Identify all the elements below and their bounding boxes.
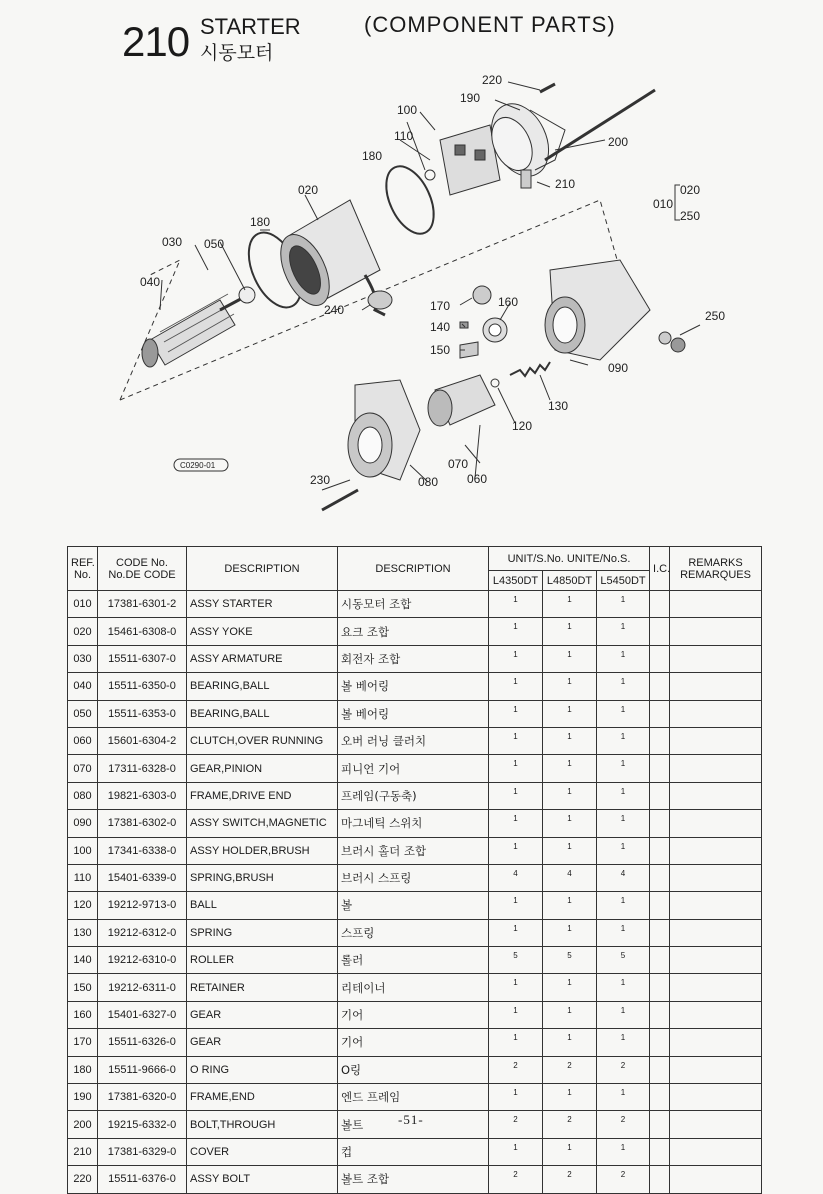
part-description: SPRING <box>187 919 338 946</box>
part-description-ko: 볼트 <box>338 1111 489 1138</box>
table-row <box>68 1138 762 1165</box>
part-description-ko: 회전자 조합 <box>338 645 489 672</box>
table-row <box>68 645 762 672</box>
title-korean: 시동모터 <box>200 42 274 64</box>
callout-010: 010 <box>653 197 674 211</box>
qty-l4850dt: 1 <box>543 1138 597 1165</box>
part-description: FRAME,END <box>187 1084 338 1111</box>
callout-250: 250 <box>705 309 726 323</box>
part-code: 17381-6302-0 <box>98 810 187 837</box>
table-row <box>68 974 762 1001</box>
remarks-cell <box>670 974 762 1001</box>
table-row <box>68 864 762 891</box>
parts-table <box>67 546 762 1194</box>
callout-120: 120 <box>512 419 533 433</box>
qty-l4850dt: 1 <box>543 700 597 727</box>
part-description: ASSY STARTER <box>187 591 338 618</box>
qty-l5450dt: 2 <box>597 1111 650 1138</box>
qty-l5450dt: 2 <box>597 1166 650 1193</box>
part-description-ko: 엔드 프레임 <box>338 1084 489 1111</box>
qty-l4850dt: 1 <box>543 919 597 946</box>
header-description-en: DESCRIPTION <box>187 547 338 591</box>
part-description-ko: 프레임(구동축) <box>338 782 489 809</box>
part-ref: 090 <box>68 810 98 837</box>
qty-l4850dt: 2 <box>543 1166 597 1193</box>
table-row <box>68 1166 762 1193</box>
qty-l5450dt: 1 <box>597 1001 650 1028</box>
part-code: 15401-6339-0 <box>98 864 187 891</box>
qty-l5450dt: 1 <box>597 591 650 618</box>
callout-170: 170 <box>430 299 451 313</box>
armature-drawing <box>142 294 250 367</box>
part-code: 15511-6350-0 <box>98 673 187 700</box>
table-row <box>68 1001 762 1028</box>
part-code: 19212-6312-0 <box>98 919 187 946</box>
qty-l4350dt: 1 <box>489 755 543 782</box>
qty-l5450dt: 1 <box>597 810 650 837</box>
qty-l4350dt: 4 <box>489 864 543 891</box>
part-code: 19821-6303-0 <box>98 782 187 809</box>
ic-cell <box>650 947 670 974</box>
header-model-l5450dt: L5450DT <box>597 571 650 591</box>
ic-cell <box>650 919 670 946</box>
remarks-cell <box>670 727 762 754</box>
figure-stamp <box>174 459 228 471</box>
qty-l4850dt: 1 <box>543 974 597 1001</box>
part-ref: 120 <box>68 892 98 919</box>
qty-l4850dt: 1 <box>543 1084 597 1111</box>
header-unit: UNIT/S.No. UNITE/No.S. <box>489 547 650 571</box>
part-ref: 180 <box>68 1056 98 1083</box>
qty-l4350dt: 1 <box>489 645 543 672</box>
callout-160: 160 <box>498 295 519 309</box>
remarks-cell <box>670 700 762 727</box>
qty-l5450dt: 5 <box>597 947 650 974</box>
qty-l4850dt: 1 <box>543 755 597 782</box>
table-row <box>68 700 762 727</box>
remarks-cell <box>670 755 762 782</box>
header-code: CODE No. No.DE CODE <box>98 547 187 591</box>
callout-140: 140 <box>430 320 451 334</box>
remarks-cell <box>670 1084 762 1111</box>
table-row <box>68 755 762 782</box>
part-description: GEAR,PINION <box>187 755 338 782</box>
part-ref: 040 <box>68 673 98 700</box>
part-code: 15601-6304-2 <box>98 727 187 754</box>
qty-l4850dt: 5 <box>543 947 597 974</box>
part-description: BEARING,BALL <box>187 673 338 700</box>
ic-cell <box>650 1084 670 1111</box>
part-code: 15511-6353-0 <box>98 700 187 727</box>
part-description-ko: 스프링 <box>338 919 489 946</box>
part-description-ko: 요크 조합 <box>338 618 489 645</box>
part-ref: 160 <box>68 1001 98 1028</box>
ic-cell <box>650 1111 670 1138</box>
ic-cell <box>650 810 670 837</box>
part-description: FRAME,DRIVE END <box>187 782 338 809</box>
qty-l5450dt: 2 <box>597 1056 650 1083</box>
qty-l5450dt: 1 <box>597 892 650 919</box>
ic-cell <box>650 1138 670 1165</box>
callout-230: 230 <box>310 473 331 487</box>
remarks-cell <box>670 1111 762 1138</box>
part-description-ko: 기어 <box>338 1001 489 1028</box>
header-model-l4350dt: L4350DT <box>489 571 543 591</box>
part-description: ASSY BOLT <box>187 1166 338 1193</box>
callout-180-lower: 180 <box>250 215 271 229</box>
ic-cell <box>650 892 670 919</box>
qty-l5450dt: 1 <box>597 645 650 672</box>
callout-180-upper: 180 <box>362 149 383 163</box>
callout-020-range: 020 <box>680 183 701 197</box>
remarks-cell <box>670 837 762 864</box>
ic-cell <box>650 645 670 672</box>
part-code: 15511-6307-0 <box>98 645 187 672</box>
qty-l4350dt: 1 <box>489 591 543 618</box>
clutch-drawing <box>428 375 495 426</box>
page-number: -51- <box>398 1112 424 1127</box>
qty-l4850dt: 4 <box>543 864 597 891</box>
part-ref: 110 <box>68 864 98 891</box>
part-description: GEAR <box>187 1029 338 1056</box>
brush-holder-drawing <box>425 125 500 195</box>
callout-210: 210 <box>555 177 576 191</box>
qty-l4850dt: 2 <box>543 1056 597 1083</box>
part-code: 15511-6326-0 <box>98 1029 187 1056</box>
qty-l4350dt: 1 <box>489 892 543 919</box>
qty-l4350dt: 1 <box>489 810 543 837</box>
header-description-ko: DESCRIPTION <box>338 547 489 591</box>
part-code: 17381-6329-0 <box>98 1138 187 1165</box>
callout-060: 060 <box>467 472 488 486</box>
qty-l4350dt: 1 <box>489 700 543 727</box>
qty-l4850dt: 1 <box>543 782 597 809</box>
remarks-cell <box>670 673 762 700</box>
table-row <box>68 591 762 618</box>
part-ref: 060 <box>68 727 98 754</box>
qty-l4350dt: 1 <box>489 919 543 946</box>
part-ref: 030 <box>68 645 98 672</box>
part-ref: 080 <box>68 782 98 809</box>
qty-l4350dt: 1 <box>489 974 543 1001</box>
ic-cell <box>650 1166 670 1193</box>
callout-130: 130 <box>548 399 569 413</box>
qty-l4850dt: 1 <box>543 810 597 837</box>
part-code: 19212-9713-0 <box>98 892 187 919</box>
part-code: 17381-6301-2 <box>98 591 187 618</box>
part-description-ko: 기어 <box>338 1029 489 1056</box>
qty-l5450dt: 1 <box>597 673 650 700</box>
qty-l4350dt: 1 <box>489 673 543 700</box>
part-description-ko: 오버 러닝 클러치 <box>338 727 489 754</box>
qty-l4350dt: 5 <box>489 947 543 974</box>
part-code: 19215-6332-0 <box>98 1111 187 1138</box>
svg-text:C0290-01: C0290-01 <box>180 461 216 470</box>
ic-cell <box>650 618 670 645</box>
table-row <box>68 782 762 809</box>
callout-090: 090 <box>608 361 629 375</box>
part-description-ko: 컵 <box>338 1138 489 1165</box>
part-description: BOLT,THROUGH <box>187 1111 338 1138</box>
part-description: CLUTCH,OVER RUNNING <box>187 727 338 754</box>
part-ref: 010 <box>68 591 98 618</box>
remarks-cell <box>670 1138 762 1165</box>
table-row <box>68 1084 762 1111</box>
part-ref: 140 <box>68 947 98 974</box>
remarks-cell <box>670 892 762 919</box>
ic-cell <box>650 755 670 782</box>
part-description: ROLLER <box>187 947 338 974</box>
qty-l5450dt: 1 <box>597 974 650 1001</box>
table-row <box>68 919 762 946</box>
qty-l5450dt: 4 <box>597 864 650 891</box>
part-code: 17381-6320-0 <box>98 1084 187 1111</box>
part-description: COVER <box>187 1138 338 1165</box>
qty-l4350dt: 1 <box>489 1084 543 1111</box>
callout-030: 030 <box>162 235 183 249</box>
callout-040: 040 <box>140 275 161 289</box>
part-code: 19212-6310-0 <box>98 947 187 974</box>
remarks-cell <box>670 864 762 891</box>
part-ref: 100 <box>68 837 98 864</box>
part-description-ko: 리테이너 <box>338 974 489 1001</box>
header-model-l4850dt: L4850DT <box>543 571 597 591</box>
remarks-cell <box>670 1001 762 1028</box>
part-code: 17341-6338-0 <box>98 837 187 864</box>
part-ref: 130 <box>68 919 98 946</box>
part-ref: 020 <box>68 618 98 645</box>
table-row <box>68 618 762 645</box>
remarks-cell <box>670 591 762 618</box>
qty-l4350dt: 1 <box>489 1001 543 1028</box>
part-code: 15461-6308-0 <box>98 618 187 645</box>
part-description-ko: 시동모터 조합 <box>338 591 489 618</box>
part-description: O RING <box>187 1056 338 1083</box>
callout-110: 110 <box>394 129 414 143</box>
qty-l4850dt: 1 <box>543 1001 597 1028</box>
qty-l5450dt: 1 <box>597 1084 650 1111</box>
callout-100: 100 <box>397 103 418 117</box>
part-code: 19212-6311-0 <box>98 974 187 1001</box>
callout-240: 240 <box>324 303 345 317</box>
callout-190: 190 <box>460 91 481 105</box>
remarks-cell <box>670 947 762 974</box>
qty-l4350dt: 1 <box>489 727 543 754</box>
ic-cell <box>650 591 670 618</box>
qty-l5450dt: 1 <box>597 755 650 782</box>
qty-l4350dt: 2 <box>489 1111 543 1138</box>
qty-l4850dt: 1 <box>543 837 597 864</box>
header-remarks: REMARKS REMARQUES <box>670 547 762 591</box>
qty-l5450dt: 1 <box>597 618 650 645</box>
callout-150: 150 <box>430 343 451 357</box>
table-row <box>68 837 762 864</box>
qty-l4850dt: 1 <box>543 892 597 919</box>
callout-080: 080 <box>418 475 439 489</box>
magnetic-switch-drawing <box>545 260 650 360</box>
callout-070: 070 <box>448 457 469 471</box>
remarks-cell <box>670 1166 762 1193</box>
qty-l5450dt: 1 <box>597 700 650 727</box>
table-row <box>68 1029 762 1056</box>
part-description: ASSY HOLDER,BRUSH <box>187 837 338 864</box>
part-ref: 210 <box>68 1138 98 1165</box>
qty-l5450dt: 1 <box>597 919 650 946</box>
part-description-ko: 마그네틱 스위치 <box>338 810 489 837</box>
callout-220: 220 <box>482 73 503 87</box>
remarks-cell <box>670 1056 762 1083</box>
qty-l4350dt: 1 <box>489 782 543 809</box>
callout-050: 050 <box>204 237 225 251</box>
qty-l4850dt: 1 <box>543 1029 597 1056</box>
part-description: BALL <box>187 892 338 919</box>
part-ref: 190 <box>68 1084 98 1111</box>
part-description: BEARING,BALL <box>187 700 338 727</box>
qty-l4850dt: 1 <box>543 673 597 700</box>
table-row <box>68 1056 762 1083</box>
table-row <box>68 727 762 754</box>
remarks-cell <box>670 782 762 809</box>
qty-l5450dt: 1 <box>597 1029 650 1056</box>
part-ref: 070 <box>68 755 98 782</box>
group-number: 210 <box>122 18 190 65</box>
part-code: 15511-6376-0 <box>98 1166 187 1193</box>
part-description-ko: 볼 베어링 <box>338 673 489 700</box>
table-row <box>68 810 762 837</box>
qty-l4350dt: 2 <box>489 1056 543 1083</box>
ic-cell <box>650 727 670 754</box>
remarks-cell <box>670 645 762 672</box>
part-description: ASSY SWITCH,MAGNETIC <box>187 810 338 837</box>
qty-l4350dt: 1 <box>489 1029 543 1056</box>
remarks-cell <box>670 618 762 645</box>
part-description-ko: 볼 <box>338 892 489 919</box>
part-description-ko: 볼 베어링 <box>338 700 489 727</box>
header-ic: I.C. <box>650 547 670 591</box>
qty-l5450dt: 1 <box>597 837 650 864</box>
qty-l4350dt: 2 <box>489 1166 543 1193</box>
remarks-cell <box>670 919 762 946</box>
qty-l4350dt: 1 <box>489 1138 543 1165</box>
qty-l4350dt: 1 <box>489 618 543 645</box>
through-bolt-drawing <box>545 90 655 160</box>
qty-l4850dt: 1 <box>543 591 597 618</box>
part-description-ko: 브러시 스프링 <box>338 864 489 891</box>
part-code: 15511-9666-0 <box>98 1056 187 1083</box>
part-description-ko: 롤러 <box>338 947 489 974</box>
part-description-ko: 브러시 홀더 조합 <box>338 837 489 864</box>
ic-cell <box>650 700 670 727</box>
table-row <box>68 673 762 700</box>
table-row <box>68 892 762 919</box>
remarks-cell <box>670 810 762 837</box>
ic-cell <box>650 974 670 1001</box>
part-description-ko: O링 <box>338 1056 489 1083</box>
qty-l4850dt: 1 <box>543 618 597 645</box>
yoke-drawing <box>271 200 392 315</box>
ic-cell <box>650 673 670 700</box>
qty-l5450dt: 1 <box>597 727 650 754</box>
part-ref: 170 <box>68 1029 98 1056</box>
ic-cell <box>650 1001 670 1028</box>
callout-200: 200 <box>608 135 629 149</box>
qty-l5450dt: 1 <box>597 782 650 809</box>
part-description: ASSY ARMATURE <box>187 645 338 672</box>
ic-cell <box>650 837 670 864</box>
part-description: ASSY YOKE <box>187 618 338 645</box>
part-description-ko: 피니언 기어 <box>338 755 489 782</box>
ic-cell <box>650 1056 670 1083</box>
exploded-parts-diagram <box>100 70 760 530</box>
ic-cell <box>650 1029 670 1056</box>
part-description: RETAINER <box>187 974 338 1001</box>
callout-020: 020 <box>298 183 319 197</box>
remarks-cell <box>670 1029 762 1056</box>
ic-cell <box>650 782 670 809</box>
qty-l4850dt: 1 <box>543 645 597 672</box>
part-ref: 220 <box>68 1166 98 1193</box>
part-ref: 050 <box>68 700 98 727</box>
bearing-drawing <box>239 287 255 303</box>
drive-end-frame-drawing <box>348 380 420 480</box>
qty-l5450dt: 1 <box>597 1138 650 1165</box>
title-english: STARTER <box>200 14 301 39</box>
table-row <box>68 947 762 974</box>
qty-l4350dt: 1 <box>489 837 543 864</box>
part-description: GEAR <box>187 1001 338 1028</box>
part-code: 17311-6328-0 <box>98 755 187 782</box>
ic-cell <box>650 864 670 891</box>
callout-250-range: 250 <box>680 209 701 223</box>
qty-l4850dt: 2 <box>543 1111 597 1138</box>
header-ref: REF. No. <box>68 547 98 591</box>
part-description-ko: 볼트 조합 <box>338 1166 489 1193</box>
qty-l4850dt: 1 <box>543 727 597 754</box>
part-ref: 200 <box>68 1111 98 1138</box>
part-code: 15401-6327-0 <box>98 1001 187 1028</box>
section-title: (COMPONENT PARTS) <box>364 12 616 37</box>
part-ref: 150 <box>68 974 98 1001</box>
part-description: SPRING,BRUSH <box>187 864 338 891</box>
